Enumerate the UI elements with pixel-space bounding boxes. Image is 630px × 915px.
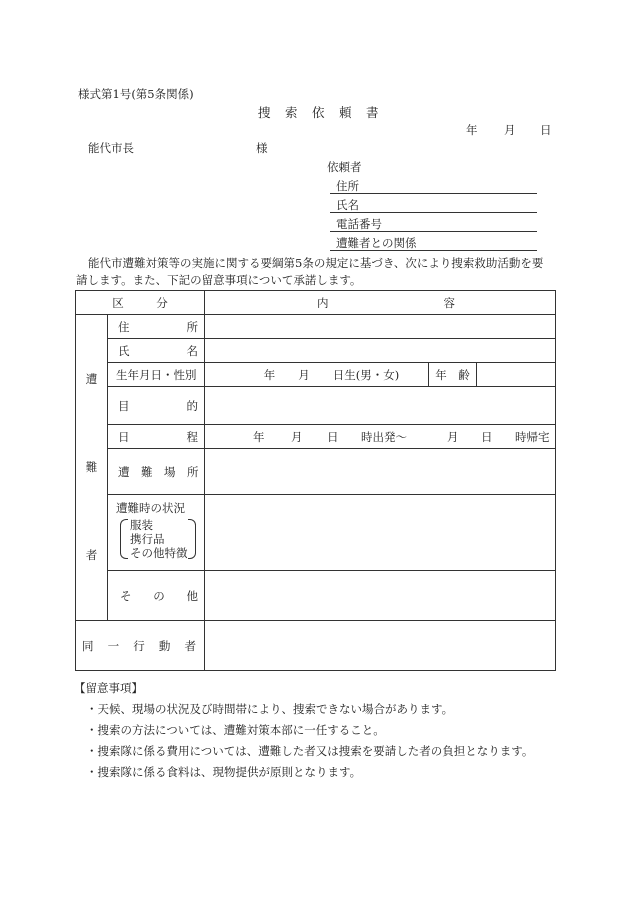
requester-phone-label: 電話番号: [336, 217, 382, 231]
other-label: そ の 他: [108, 571, 205, 621]
situation-label: 遭難時の状況 服装 携行品 その他特徴: [108, 495, 205, 571]
row-birth-gender: [76, 363, 556, 387]
header-content-char: 内: [317, 295, 329, 310]
name-label: 氏 名: [108, 339, 205, 363]
row-other: [76, 571, 556, 621]
note-item: ・捜索隊に係る食料は、現物提供が原則となります。: [86, 765, 362, 779]
group-char: 難: [85, 459, 98, 474]
note-item: ・天候、現場の状況及び時間帯により、捜索できない場合があります。: [86, 702, 454, 716]
requester-name-label: 氏名: [336, 198, 359, 212]
requester-relation-label: 遭難者との関係: [336, 236, 417, 250]
victim-group-label: [76, 315, 108, 621]
row-companions: [76, 621, 556, 671]
requester-label: 依頼者: [327, 160, 362, 174]
birth-gender-label: 生年月日・性別: [108, 363, 205, 387]
row-purpose: [76, 387, 556, 425]
schedule-label: 日 程: [108, 425, 205, 449]
intro-line-1: 能代市遭難対策等の実施に関する要綱第5条の規定に基づき、次により捜索救助活動を要: [88, 256, 544, 270]
companions-input[interactable]: [205, 621, 556, 671]
header-content-char: 容: [443, 295, 456, 310]
birth-gender-input[interactable]: 年 月 日生(男・女): [205, 363, 429, 387]
age-label: 年 齢: [429, 363, 477, 387]
situation-input[interactable]: [205, 495, 556, 571]
location-label: 遭 難 場 所: [108, 449, 205, 495]
row-address: [76, 315, 556, 339]
note-item: ・捜索隊に係る費用については、遭難した者又は捜索を要請した者の負担となります。: [86, 744, 534, 758]
situation-other-features: その他特徴: [130, 546, 188, 560]
note-item: ・捜索の方法については、遭難対策本部に一任すること。: [86, 723, 385, 737]
search-request-table: [75, 290, 556, 671]
purpose-input[interactable]: [205, 387, 556, 425]
other-input[interactable]: [205, 571, 556, 621]
situation-clothing: 服装: [130, 518, 153, 532]
row-schedule: [76, 425, 556, 449]
requester-address-field[interactable]: [330, 177, 537, 194]
location-input[interactable]: [205, 449, 556, 495]
form-number: 様式第1号(第5条関係): [78, 87, 194, 101]
addressee: 能代市長: [88, 141, 134, 155]
header-category: [76, 291, 205, 315]
requester-relation-field[interactable]: [330, 234, 537, 251]
row-situation: [76, 495, 556, 571]
date-month-label: 月: [504, 123, 516, 137]
row-name: [76, 339, 556, 363]
notes-section: [74, 678, 534, 783]
table-header-row: [76, 291, 556, 315]
purpose-label: 目 的: [108, 387, 205, 425]
header-content: [205, 291, 556, 315]
situation-belongings: 携行品: [130, 532, 165, 546]
header-category-char: 区: [112, 295, 124, 310]
date-year-label: 年: [466, 123, 478, 137]
notes-title: 【留意事項】: [74, 681, 143, 695]
intro-line-2: 請します。また、下記の留意事項について承諾します。: [76, 273, 362, 287]
schedule-input[interactable]: 年 月 日 時出発～ 月 日 時帰宅: [205, 425, 556, 449]
honorific: 様: [256, 141, 268, 155]
group-char: 遭: [85, 371, 98, 386]
companions-label: 同 一 行 動 者: [76, 621, 205, 671]
requester-address-label: 住所: [336, 179, 359, 193]
row-location: [76, 449, 556, 495]
age-input[interactable]: [477, 363, 556, 387]
address-label: 住 所: [108, 315, 205, 339]
address-input[interactable]: [205, 315, 556, 339]
requester-phone-field[interactable]: [330, 215, 537, 232]
requester-name-field[interactable]: [330, 196, 537, 213]
document-title: 捜 索 依 頼 書: [258, 105, 380, 120]
group-char: 者: [85, 547, 98, 562]
header-category-char: 分: [156, 295, 168, 310]
date-day-label: 日: [540, 123, 552, 137]
name-input[interactable]: [205, 339, 556, 363]
